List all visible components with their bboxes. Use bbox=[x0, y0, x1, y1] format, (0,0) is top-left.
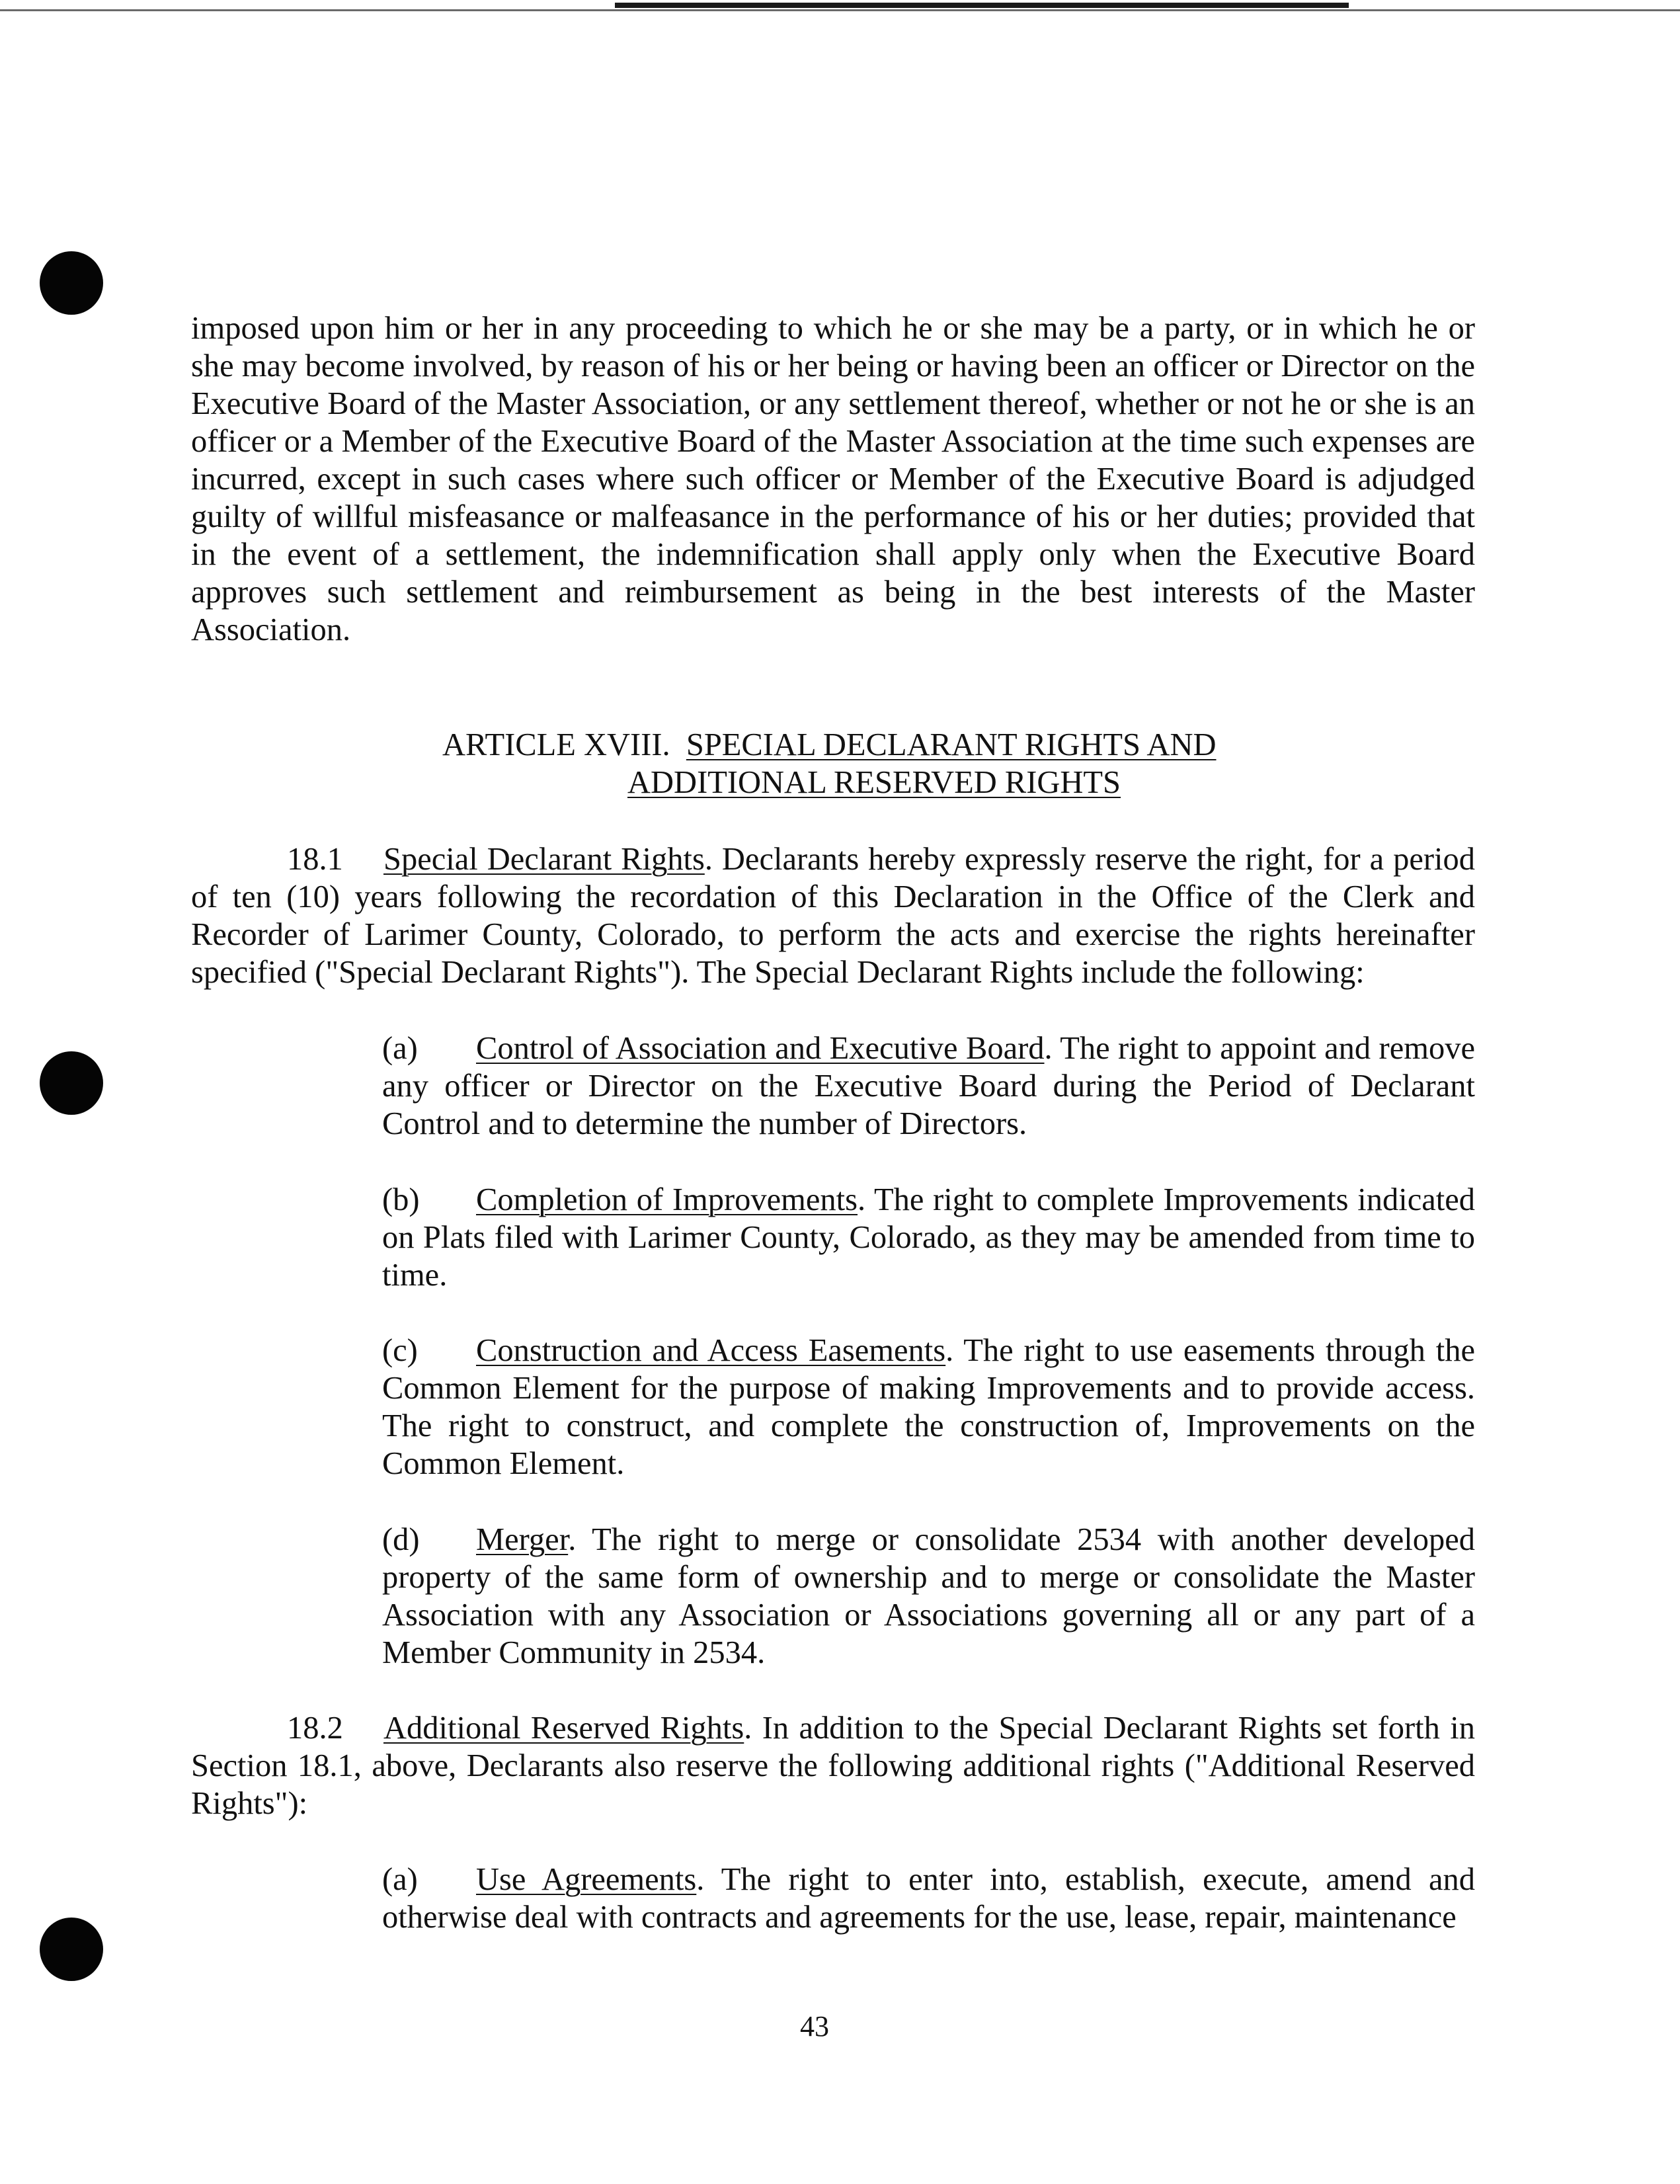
section-18-1 bbox=[191, 840, 1475, 991]
punch-hole-bottom bbox=[40, 1918, 103, 1981]
subsection-18-2-a bbox=[382, 1861, 1475, 1936]
subsection-heading: Completion of Improvements bbox=[476, 1182, 858, 1217]
subsection-letter: (d) bbox=[382, 1522, 420, 1557]
article-title-line2: ADDITIONAL RESERVED RIGHTS bbox=[627, 765, 1121, 800]
subsection-18-1-b bbox=[382, 1181, 1475, 1294]
section-18-2 bbox=[191, 1709, 1475, 1822]
subsection-letter: (b) bbox=[382, 1182, 420, 1217]
subsection-18-1-a bbox=[382, 1030, 1475, 1143]
subsection-18-1-c bbox=[382, 1332, 1475, 1482]
section-heading: Special Declarant Rights bbox=[383, 842, 705, 877]
subsection-letter: (a) bbox=[382, 1862, 418, 1897]
subsection-text: . The right to merge or consolidate 2534 with another developed property of the same form of ownership and to merge or consolidate the Master Association with any Association or Associations governing all or any part of a Member Community in 2534. bbox=[382, 1522, 1475, 1670]
punch-hole-middle bbox=[40, 1051, 103, 1115]
subsection-text: . The right to enter into, establish, execute, amend and otherwise deal with contracts and agreements for the use, lease, repair, maintenance bbox=[382, 1862, 1475, 1935]
continuation-paragraph: imposed upon him or her in any proceeding to which he or she may be a party, or in which he or she may become involved, by reason of his or her being or having been an officer or Director on the Executive Board of the Master Association, or any settlement thereof, whether or not he or she is an officer or a Member of the Executive Board of the Master Association at the time such expenses are incurred, except in such cases where such officer or Member of the Executive Board is adjudged guilty of willful misfeasance or malfeasance in the performance of his or her duties; provided that in the event of a settlement, the indemnification shall apply only when the Executive Board approves such settlement and reimbursement as being in the best interests of the Master Association. bbox=[191, 311, 1475, 647]
punch-hole-top bbox=[40, 251, 103, 315]
subsection-heading: Merger bbox=[476, 1522, 569, 1557]
subsection-letter: (c) bbox=[382, 1333, 418, 1368]
article-label: ARTICLE XVIII. bbox=[442, 727, 670, 762]
subsection-text: . The right to use easements through the Common Element for the purpose of making Improvements and to provide access. The right to construct, and complete the construction of, Improvements on the Common Element. bbox=[382, 1333, 1476, 1481]
section-number: 18.2 bbox=[287, 1711, 343, 1746]
subsection-heading: Use Agreements bbox=[476, 1862, 697, 1897]
subsection-text: . The right to appoint and remove any officer or Director on the Executive Board during the Period of Declarant Control and to determine the number of Directors. bbox=[382, 1031, 1475, 1141]
subsection-18-1-d bbox=[382, 1521, 1475, 1672]
subsection-heading: Control of Association and Executive Board bbox=[476, 1031, 1045, 1066]
section-text: . In addition to the Special Declarant Rights set forth in Section 18.1, above, Declarants also reserve the following additional rights ("Additional Reserved Rights"): bbox=[191, 1711, 1475, 1821]
subsection-heading: Construction and Access Easements bbox=[476, 1333, 946, 1368]
page-number: 43 bbox=[800, 2010, 829, 2042]
subsection-letter: (a) bbox=[382, 1031, 418, 1066]
article-title-line1: SPECIAL DECLARANT RIGHTS AND bbox=[686, 727, 1217, 762]
section-number: 18.1 bbox=[287, 842, 343, 877]
section-text: . Declarants hereby expressly reserve the right, for a period of ten (10) years following the recordation of this Declaration in the Office of the Clerk and Recorder of Larimer County, Colorado, to perform the acts and exercise the rights hereinafter specified ("Special Declarant Rights"). The Special Declarant Rights include the following: bbox=[191, 842, 1475, 990]
top-scan-bar bbox=[615, 3, 1349, 8]
top-scan-rule bbox=[0, 9, 1680, 11]
section-heading: Additional Reserved Rights bbox=[383, 1711, 744, 1746]
subsection-text: . The right to complete Improvements indicated on Plats filed with Larimer County, Colorado, as they may be amended from time to time. bbox=[382, 1182, 1475, 1293]
